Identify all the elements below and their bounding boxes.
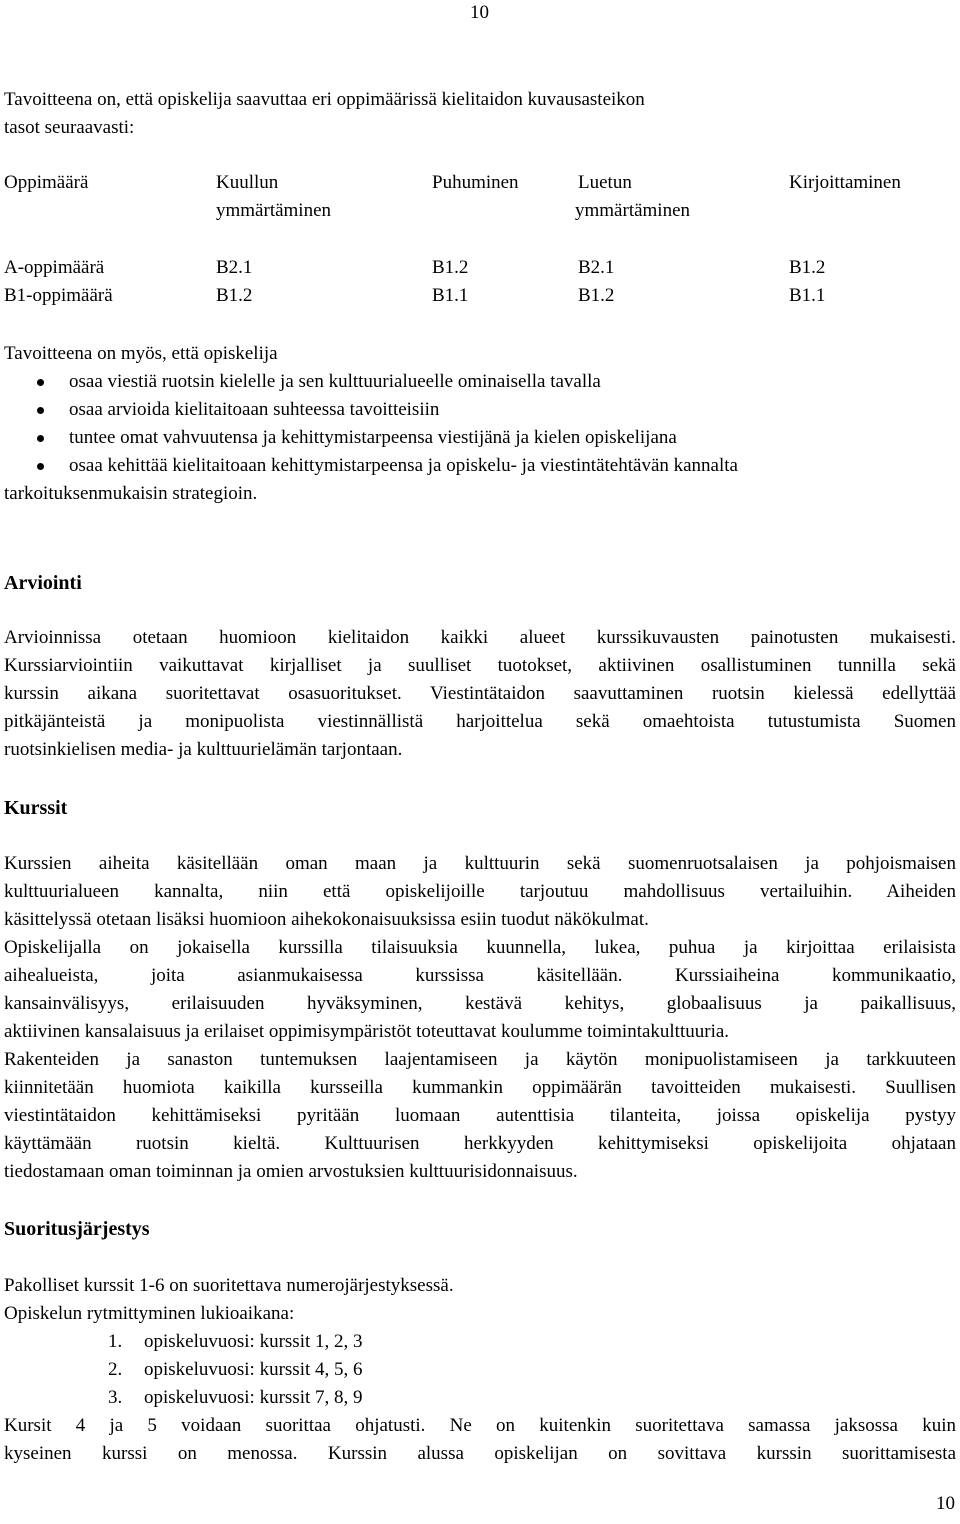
- section-heading-arviointi: Arviointi: [4, 572, 82, 594]
- bullet-icon: [37, 463, 44, 470]
- bullet-text: osaa arvioida kielitaitoaan suhteessa tavoitteisiin: [69, 399, 440, 420]
- bullet-text: osaa kehittää kielitaitoaan kehittymistarpeensa ja opiskelu- ja viestintätehtävän kannalta: [69, 455, 738, 476]
- section-heading-suoritusjarjestys: Suoritusjärjestys: [4, 1218, 150, 1240]
- row-listening: B2.1: [216, 257, 253, 278]
- row-writing: B1.2: [789, 257, 826, 278]
- paragraph-line: Opiskelijalla on jokaisella kurssilla tilaisuuksia kuunnella, lukea, puhua ja kirjoittaa erilaisista: [4, 937, 956, 958]
- paragraph-line: kansainvälisyys, erilaisuuden hyväksyminen, kestävä kehitys, globaalisuus ja paikallisuus,: [4, 993, 956, 1014]
- bullet-text: tuntee omat vahvuutensa ja kehittymistarpeensa viestijänä ja kielen opiskelijana: [69, 427, 677, 448]
- list-item-number: 3.: [108, 1387, 123, 1408]
- intro-line-1: Tavoitteena on, että opiskelija saavuttaa eri oppimäärissä kielitaidon kuvausasteikon: [4, 89, 645, 110]
- paragraph-line: kulttuurialueen kannalta, niin että opiskelijoille tarjoutuu mahdollisuus vertailuihin. Aiheiden: [4, 881, 956, 902]
- row-reading: B1.2: [578, 285, 615, 306]
- header-puhuminen: Puhuminen: [432, 172, 519, 193]
- paragraph-line: Kurssien aiheita käsitellään oman maan ja kulttuurin sekä suomenruotsalaisen ja pohjoismaisen: [4, 853, 956, 874]
- row-speaking: B1.2: [432, 257, 469, 278]
- row-name: B1-oppimäärä: [4, 285, 113, 306]
- paragraph-line: ruotsinkielisen media- ja kulttuurielämän tarjontaan.: [4, 739, 403, 760]
- paragraph-line: Kurssiarviointiin vaikuttavat kirjalliset ja suulliset tuotokset, aktiivinen osallistuminen tunnilla sekä: [4, 655, 956, 676]
- goals-continuation: tarkoituksenmukaisin strategioin.: [4, 483, 258, 504]
- list-item-text: opiskeluvuosi: kurssit 4, 5, 6: [144, 1359, 363, 1380]
- intro-line-2: tasot seuraavasti:: [4, 117, 135, 138]
- suoritus-line-1: Pakolliset kurssit 1-6 on suoritettava numerojärjestyksessä.: [4, 1275, 454, 1296]
- row-name: A-oppimäärä: [4, 257, 105, 278]
- goals-intro: Tavoitteena on myös, että opiskelija: [4, 343, 278, 364]
- bullet-text: osaa viestiä ruotsin kielelle ja sen kulttuurialueelle ominaisella tavalla: [69, 371, 601, 392]
- paragraph-line: kyseinen kurssi on menossa. Kurssin alussa opiskelijan on sovittava kurssin suorittamisesta: [4, 1443, 956, 1464]
- paragraph-line: käsittelyssä otetaan lisäksi huomioon aihekokonaisuuksissa esiin tuodut näkökulmat.: [4, 909, 649, 930]
- bullet-icon: [37, 407, 44, 414]
- paragraph-line: kiinnitetään huomiota kaikilla kursseilla kummankin oppimäärän tavoitteiden mukaisesti. Suullisen: [4, 1077, 956, 1098]
- header-kirjoittaminen: Kirjoittaminen: [789, 172, 901, 193]
- bullet-icon: [37, 435, 44, 442]
- paragraph-line: pitkäjänteistä ja monipuolista viestinnällistä harjoittelua sekä omaehtoista tutustumista Suomen: [4, 711, 956, 732]
- paragraph-line: aihealueista, joita asianmukaisessa kurssissa käsitellään. Kurssiaiheina kommunikaatio,: [4, 965, 956, 986]
- bullet-icon: [37, 379, 44, 386]
- list-item-text: opiskeluvuosi: kurssit 1, 2, 3: [144, 1331, 363, 1352]
- suoritus-line-2: Opiskelun rytmittyminen lukioaikana:: [4, 1303, 295, 1324]
- header-kuullun: Kuullun: [216, 172, 279, 193]
- paragraph-line: käyttämään ruotsin kieltä. Kulttuurisen herkkyyden kehittymiseksi opiskelijoita ohjataan: [4, 1133, 956, 1154]
- row-listening: B1.2: [216, 285, 253, 306]
- row-speaking: B1.1: [432, 285, 469, 306]
- paragraph-line: viestintätaidon kehittämiseksi pyritään luomaan autenttisia tilanteita, joissa opiskelija pystyy: [4, 1105, 956, 1126]
- list-item-number: 2.: [108, 1359, 123, 1380]
- header-luetun: Luetun: [578, 172, 632, 193]
- paragraph-line: Kursit 4 ja 5 voidaan suorittaa ohjatusti. Ne on kuitenkin suoritettava samassa jaksossa kuin: [4, 1415, 956, 1436]
- header-oppimaara: Oppimäärä: [4, 172, 89, 193]
- header-luetun-ymmartaminen: ymmärtäminen: [575, 200, 691, 221]
- section-heading-kurssit: Kurssit: [4, 797, 68, 819]
- page-number-bottom: 10: [936, 1493, 955, 1514]
- list-item-text: opiskeluvuosi: kurssit 7, 8, 9: [144, 1387, 363, 1408]
- list-item-number: 1.: [108, 1331, 123, 1352]
- row-writing: B1.1: [789, 285, 826, 306]
- paragraph-line: Rakenteiden ja sanaston tuntemuksen laajentamiseen ja käytön monipuolistamiseen ja tarkkuuteen: [4, 1049, 956, 1070]
- row-reading: B2.1: [578, 257, 615, 278]
- page-number-top: 10: [470, 2, 489, 23]
- header-kuullun-ymmartaminen: ymmärtäminen: [216, 200, 332, 221]
- paragraph-line: kurssin aikana suoritettavat osasuoritukset. Viestintätaidon saavuttaminen ruotsin kielessä edellyttää: [4, 683, 956, 704]
- paragraph-line: aktiivinen kansalaisuus ja erilaiset oppimisympäristöt toteuttavat koulumme toimintakulttuuria.: [4, 1021, 730, 1042]
- paragraph-line: Arvioinnissa otetaan huomioon kielitaidon kaikki alueet kurssikuvausten painotusten mukaisesti.: [4, 627, 956, 648]
- paragraph-line: tiedostamaan oman toiminnan ja omien arvostuksien kulttuurisidonnaisuus.: [4, 1161, 578, 1182]
